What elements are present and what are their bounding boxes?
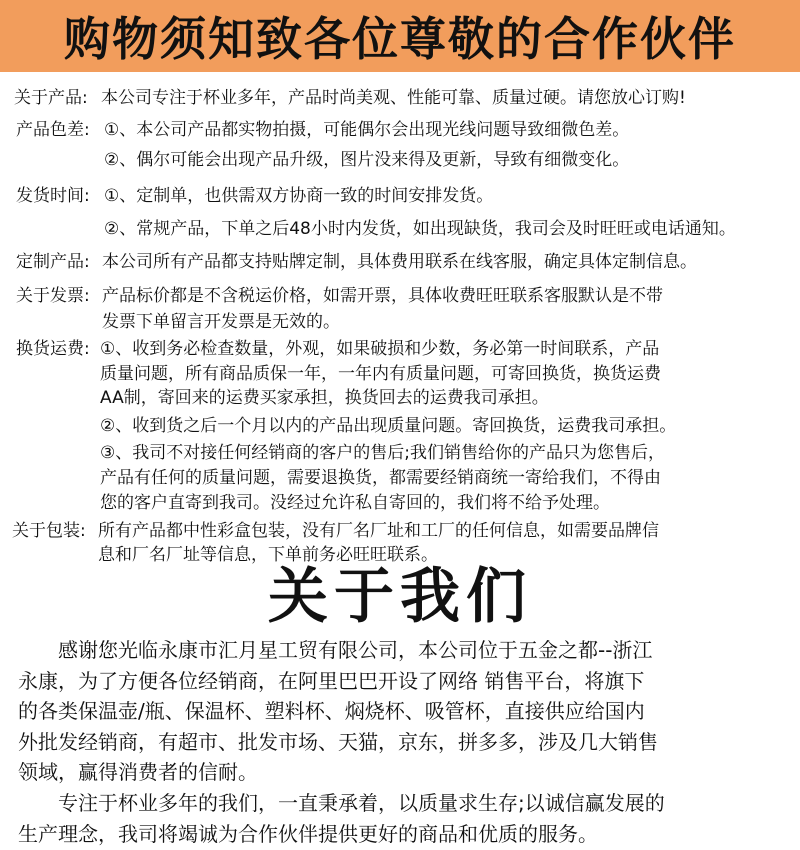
about-title: 关于我们: [268, 562, 532, 632]
notice-text: 发票下单留言开发票是无效的。: [102, 312, 340, 332]
notice-label: 换货运费:: [16, 339, 90, 359]
notice-text: 所有产品都中性彩盒包装，没有厂名厂址和工厂的任何信息，如需要品牌信: [98, 521, 659, 541]
notice-text: 您的客户直寄到我司。没经过允许私自寄回的，我们将不给予处理。: [100, 493, 610, 513]
notice-label: 产品色差:: [16, 120, 90, 140]
notice-label: 关于发票:: [16, 286, 90, 306]
paragraph-line: 领域，赢得消费者的信耐。: [18, 760, 258, 784]
header-banner: [0, 0, 800, 72]
notice-text: 产品标价都是不含税运价格，如需开票，具体收费旺旺联系客服默认是不带: [102, 286, 663, 306]
paragraph-line: 的各类保温壶/瓶、保温杯、塑料杯、焖烧杯、吸管杯，直接供应给国内: [18, 699, 645, 723]
notice-text: 质量问题，所有商品质保一年，一年内有质量问题，可寄回换货，换货运费: [100, 364, 661, 384]
notice-label: 发货时间:: [16, 186, 90, 206]
paragraph-line: 感谢您光临永康市汇月星工贸有限公司，本公司位于五金之都--浙江: [18, 638, 653, 662]
notice-label: 关于包装:: [12, 521, 86, 541]
notice-text: ②、收到货之后一个月以内的产品出现质量问题。寄回换货，运费我司承担。: [100, 416, 677, 436]
notice-text: 本公司所有产品都支持贴牌定制，具体费用联系在线客服，确定具体定制信息。: [102, 252, 697, 272]
notice-text: ②、偶尔可能会出现产品升级，图片没来得及更新，导致有细微变化。: [104, 150, 630, 170]
about-paragraph-2: [18, 788, 788, 849]
notice-text: 产品有任何的质量问题，需要退换货，都需要经销商统一寄给我们，不得由: [100, 468, 661, 488]
notice-text: ③、我司不对接任何经销商的客户的售后;我们销售给你的产品只为您售后，: [100, 443, 665, 463]
notice-text: ②、常规产品，下单之后48小时内发货，如出现缺货，我司会及时旺旺或电话通知。: [104, 219, 736, 239]
notice-label: 定制产品:: [16, 252, 90, 272]
paragraph-line: 外批发经销商，有超市、批发市场、天猫，京东，拼多多，涉及几大销售: [18, 729, 658, 754]
about-paragraph-1: [18, 635, 788, 788]
notice-text: 息和厂名厂址等信息，下单前务必旺旺联系。: [98, 545, 438, 565]
notice-text: ①、定制单，也供需双方协商一致的时间安排发货。: [104, 186, 494, 206]
paragraph-line: 生产理念，我司将竭诚为合作伙伴提供更好的商品和优质的服务。: [18, 821, 598, 846]
notice-text: 本公司专注于杯业多年，产品时尚美观、性能可靠、质量过硬。请您放心订购!: [101, 88, 686, 108]
banner-title: 购物须知致各位尊敬的合作伙伴: [64, 12, 736, 66]
notice-text: AA制，寄回来的运费买家承担，换货回去的运费我司承担。: [100, 388, 549, 408]
notice-text: ①、收到务必检查数量，外观，如果破损和少数，务必第一时间联系，产品: [100, 339, 660, 359]
notice-text: ①、本公司产品都实物拍摄，可能偶尔会出现光线问题导致细微色差。: [104, 120, 630, 140]
paragraph-line: 专注于杯业多年的我们，一直秉承着，以质量求生存;以诚信赢发展的: [18, 791, 665, 815]
paragraph-line: 永康，为了方便各位经销商，在阿里巴巴开设了网络 销售平台，将旗下: [18, 668, 645, 693]
notice-label: 关于产品:: [14, 88, 88, 108]
